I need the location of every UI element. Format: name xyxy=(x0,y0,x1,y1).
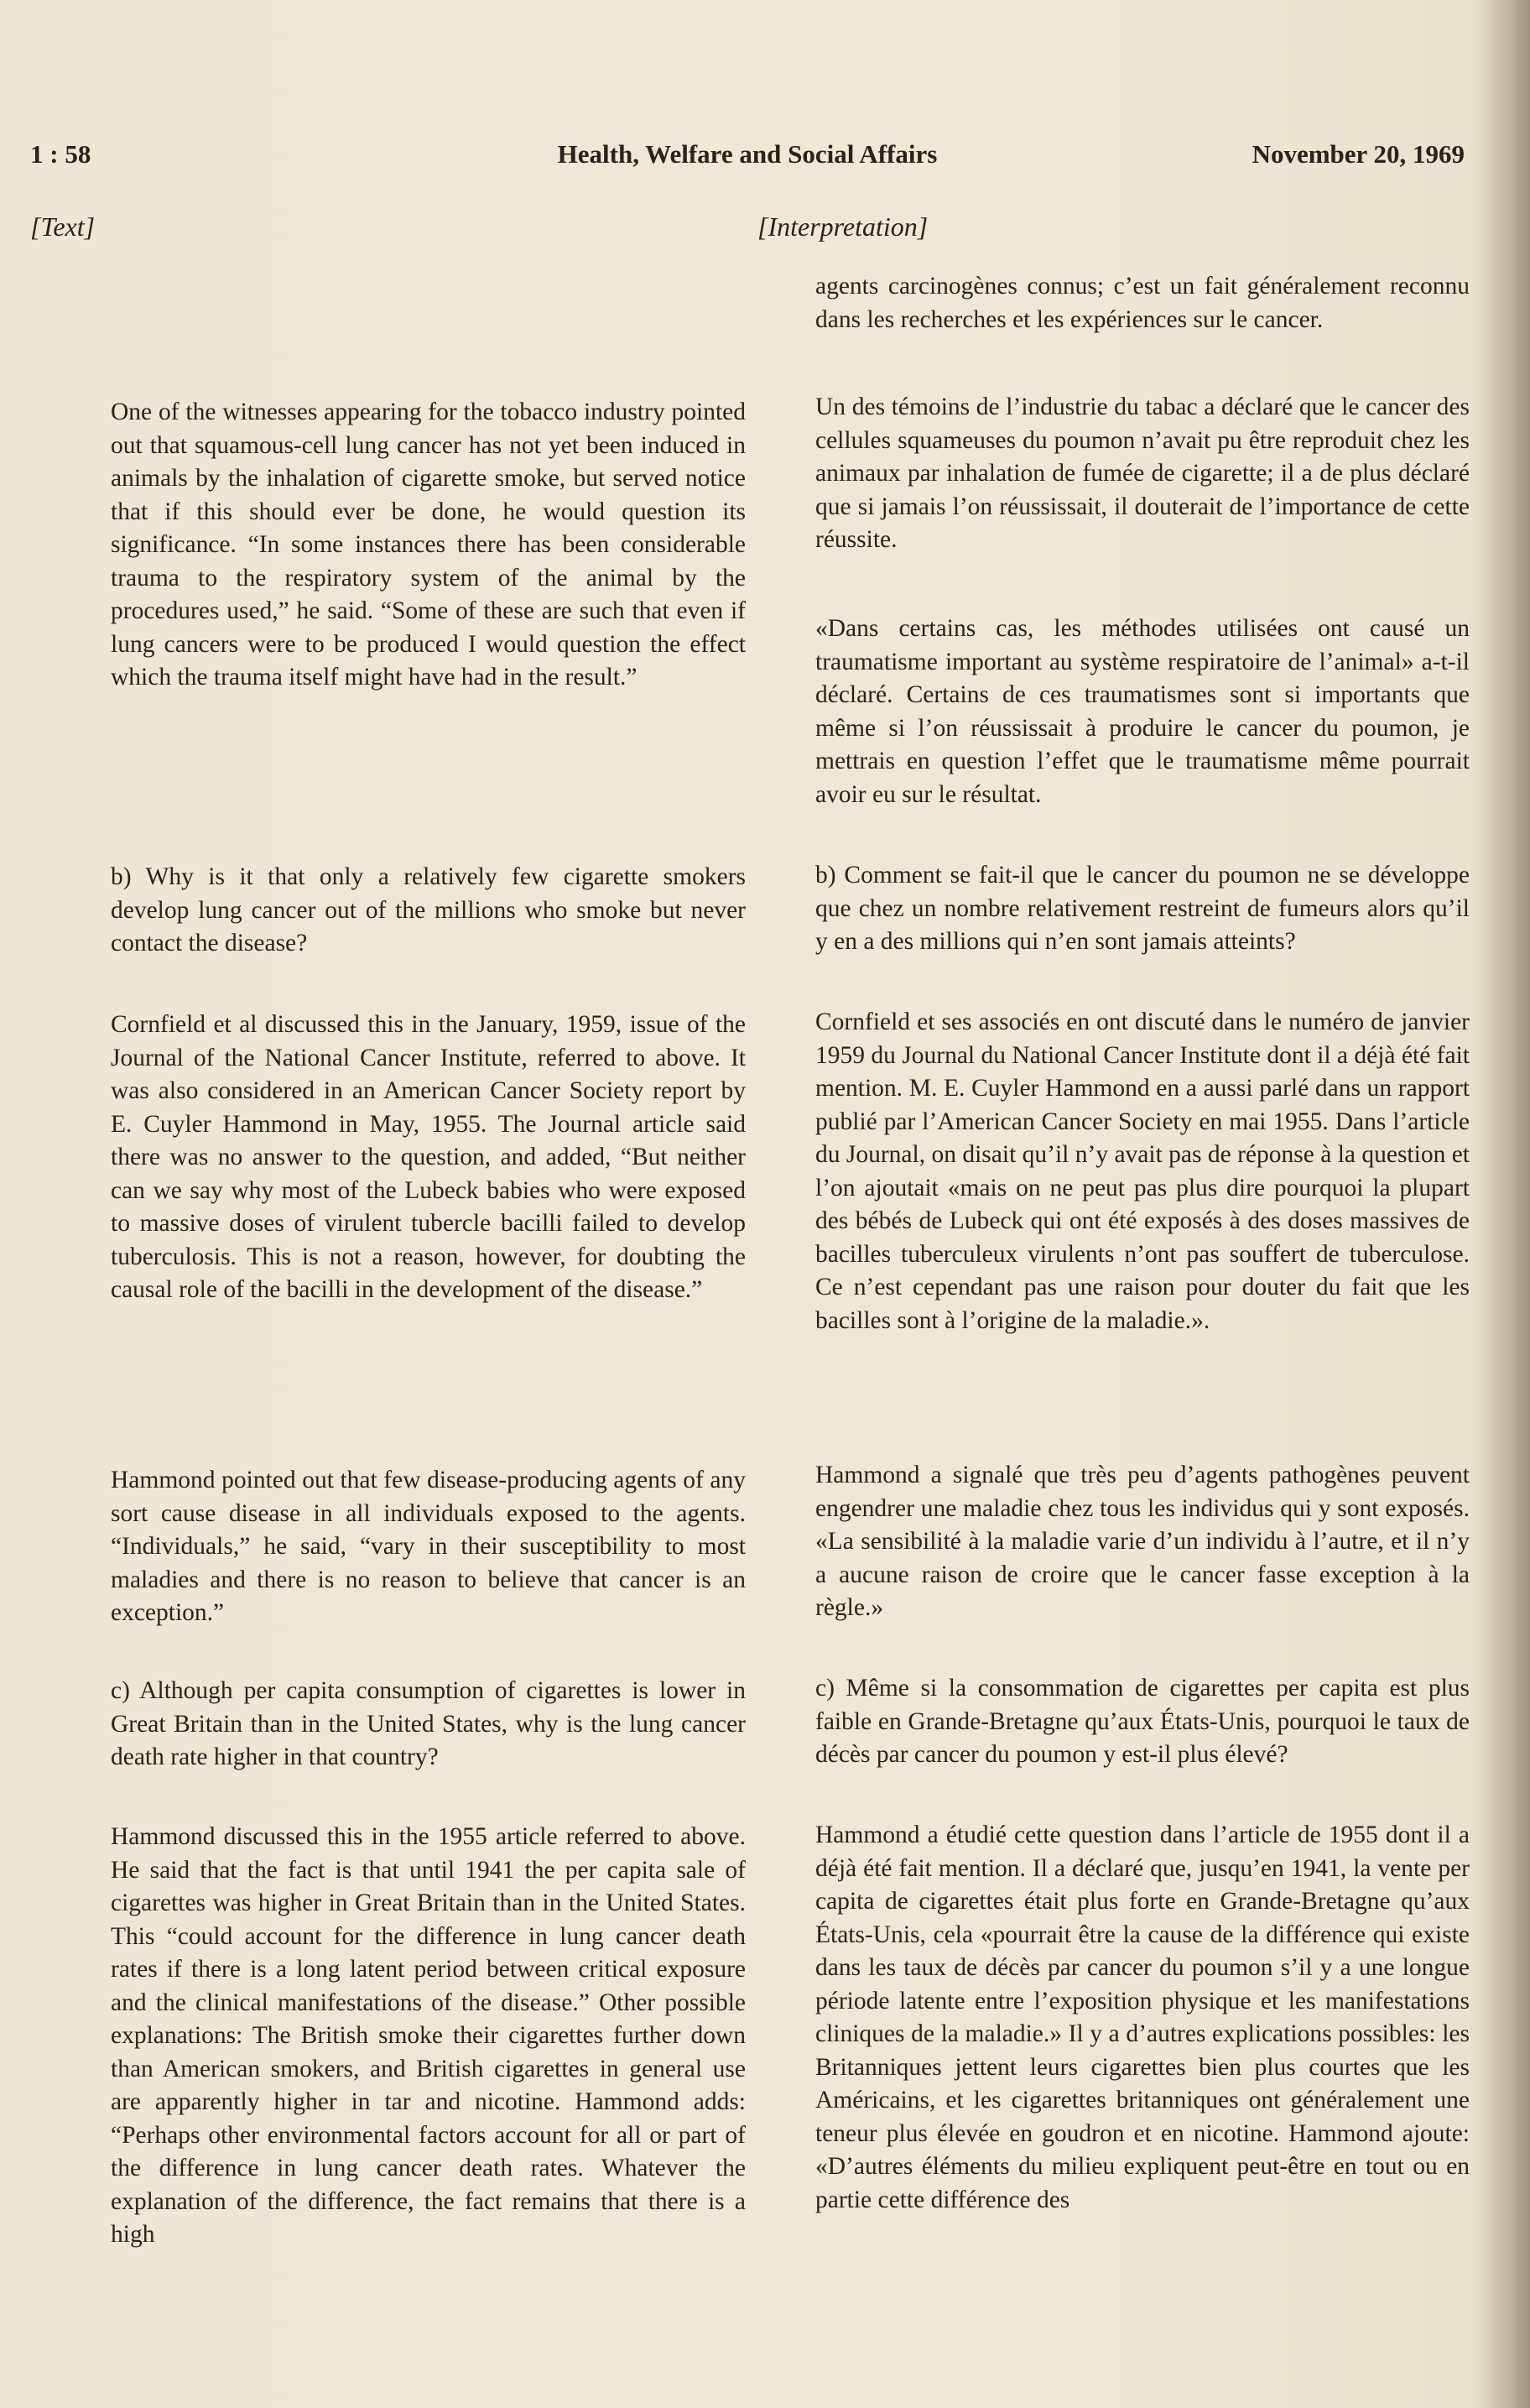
header-date: November 20, 1969 xyxy=(1252,139,1465,169)
text-column-label: [Text] xyxy=(30,211,96,242)
text-paragraph: c) Although per capita consumption of cigarettes is lower in Great Britain than in the United States, why is the lung cancer death rate higher in that country? xyxy=(111,1677,746,1770)
interpretation-paragraph: Hammond a signalé que très peu d’agents pathogènes peuvent engendrer une maladie chez tous les individus qui y sont exposés. «La sensibilité à la maladie varie d’un individu à l’autre, et il n’y a aucune raison de croire que le cancer fasse exception à la règle.» xyxy=(815,1462,1470,1621)
page-number: 1 : 58 xyxy=(30,139,91,169)
interpretation-column-label: [Interpretation] xyxy=(757,211,929,242)
text-paragraph: Hammond discussed this in the 1955 article referred to above. He said that the fact is that until 1941 the per capita sale of cigarettes was higher in Great Britain than in the United States. This “could account for the difference in lung cancer death rates if there is a long latent period between critical exposure and the clinical manifestations of the disease.” Other possible explanations: The British smoke their cigarettes further down than American smokers, and British cigarettes in general use are apparently higher in tar and nicotine. Hammond adds: “Perhaps other environmental factors account for all or part of the difference in lung cancer death rates. Whatever the explanation of the difference, the fact remains that there is a high xyxy=(111,1823,746,2248)
page-binding-edge xyxy=(1480,0,1530,2408)
text-paragraph: Cornfield et al discussed this in the January, 1959, issue of the Journal of the National Cancer Institute, referred to above. It was also considered in an American Cancer Society report by E. Cuyler Hammond in May, 1955. The Journal article said there was no answer to the question, and added, “But neither can we say why most of the Lubeck babies who were exposed to massive doses of virulent tubercle bacilli failed to develop tuberculosis. This is not a reason, however, for doubting the causal role of the bacilli in the development of the disease.” xyxy=(111,1011,746,1303)
text-paragraph: One of the witnesses appearing for the tobacco industry pointed out that squamous-cell lung cancer has not yet been induced in animals by the inhalation of cigarette smoke, but served notice that if this should ever be done, he would question its significance. “In some instances there has been considerable trauma to the respiratory system of the animal by the procedures used,” he said. “Some of these are such that even if lung cancers were to be produced I would question the effect which the trauma itself might have had in the result.” xyxy=(111,399,746,691)
interpretation-paragraph: Cornfield et ses associés en ont discuté dans le numéro de janvier 1959 du Journal du National Cancer Institute dont il a déjà été fait mention. M. E. Cuyler Hammond en a aussi parlé dans un rapport publié par l’American Cancer Society en mai 1955. Dans l’article du Journal, on disait qu’il n’y avait pas de réponse à la question et l’on ajoutait «mais on ne peut pas plus dire pourquoi la plupart des bébés de Lubeck qui ont été exposés à des doses massives de bacilles tuberculeux virulents n’ont pas souffert de tuberculose. Ce n’est cependant pas une raison pour douter du fait que les bacilles sont à l’origine de la maladie.». xyxy=(815,1009,1470,1334)
text-paragraph: Hammond pointed out that few disease-producing agents of any sort cause disease in all individuals exposed to the agents. “Individuals,” he said, “vary in their susceptibility to most maladies and there is no reason to believe that cancer is an exception.” xyxy=(111,1467,746,1626)
text-paragraph: b) Why is it that only a relatively few cigarette smokers develop lung cancer out of the millions who smoke but never contact the disease? xyxy=(111,863,746,956)
interpretation-paragraph: b) Comment se fait-il que le cancer du poumon ne se développe que chez un nombre relativement restreint de fumeurs alors qu’il y en a des millions qui n’en sont jamais atteints? xyxy=(815,862,1470,955)
header-title: Health, Welfare and Social Affairs xyxy=(557,139,938,169)
interpretation-paragraph: Un des témoins de l’industrie du tabac a déclaré que le cancer des cellules squameuses du poumon n’avait pu être reproduit chez les animaux par inhalation de fumée de cigarette; il a de plus déclaré que si jamais l’on réussissait, il douterait de l’importance de cette réussite. xyxy=(815,394,1470,553)
running-header xyxy=(30,139,1465,176)
interpretation-paragraph: «Dans certains cas, les méthodes utilisées ont causé un traumatisme important au système respiratoire de l’animal» a-t-il déclaré. Certains de ces traumatismes sont si importants que même si l’on réussissait à produire le cancer du poumon, je mettrais en question l’effet que le traumatisme même pourrait avoir eu sur le résultat. xyxy=(815,615,1470,808)
interpretation-paragraph: agents carcinogènes connus; c’est un fait généralement reconnu dans les recherches et les expériences sur le cancer. xyxy=(815,273,1470,333)
interpretation-paragraph: Hammond a étudié cette question dans l’article de 1955 dont il a déjà été fait mention. Il a déclaré que, jusqu’en 1941, la vente per capita de cigarettes était plus forte en Grande-Bretagne qu’aux États-Unis, cela «pourrait être la cause de la différence qui existe dans les taux de décès par cancer du poumon s’il y a une longue période latente entre l’exposition physique et les manifestations cliniques de la maladie.» Il y a d’autres explications possibles: les Britanniques jettent leurs cigarettes bien plus courtes que les Américains, et les cigarettes britanniques ont généralement une teneur plus élevée en goudron et en nicotine. Hammond ajoute: «D’autres éléments du milieu expliquent peut-être en tout ou en partie cette différence des xyxy=(815,1822,1470,2213)
interpretation-paragraph: c) Même si la consommation de cigarettes per capita est plus faible en Grande-Bretagne qu’aux États-Unis, pourquoi le taux de décès par cancer du poumon y est-il plus élevé? xyxy=(815,1675,1470,1768)
